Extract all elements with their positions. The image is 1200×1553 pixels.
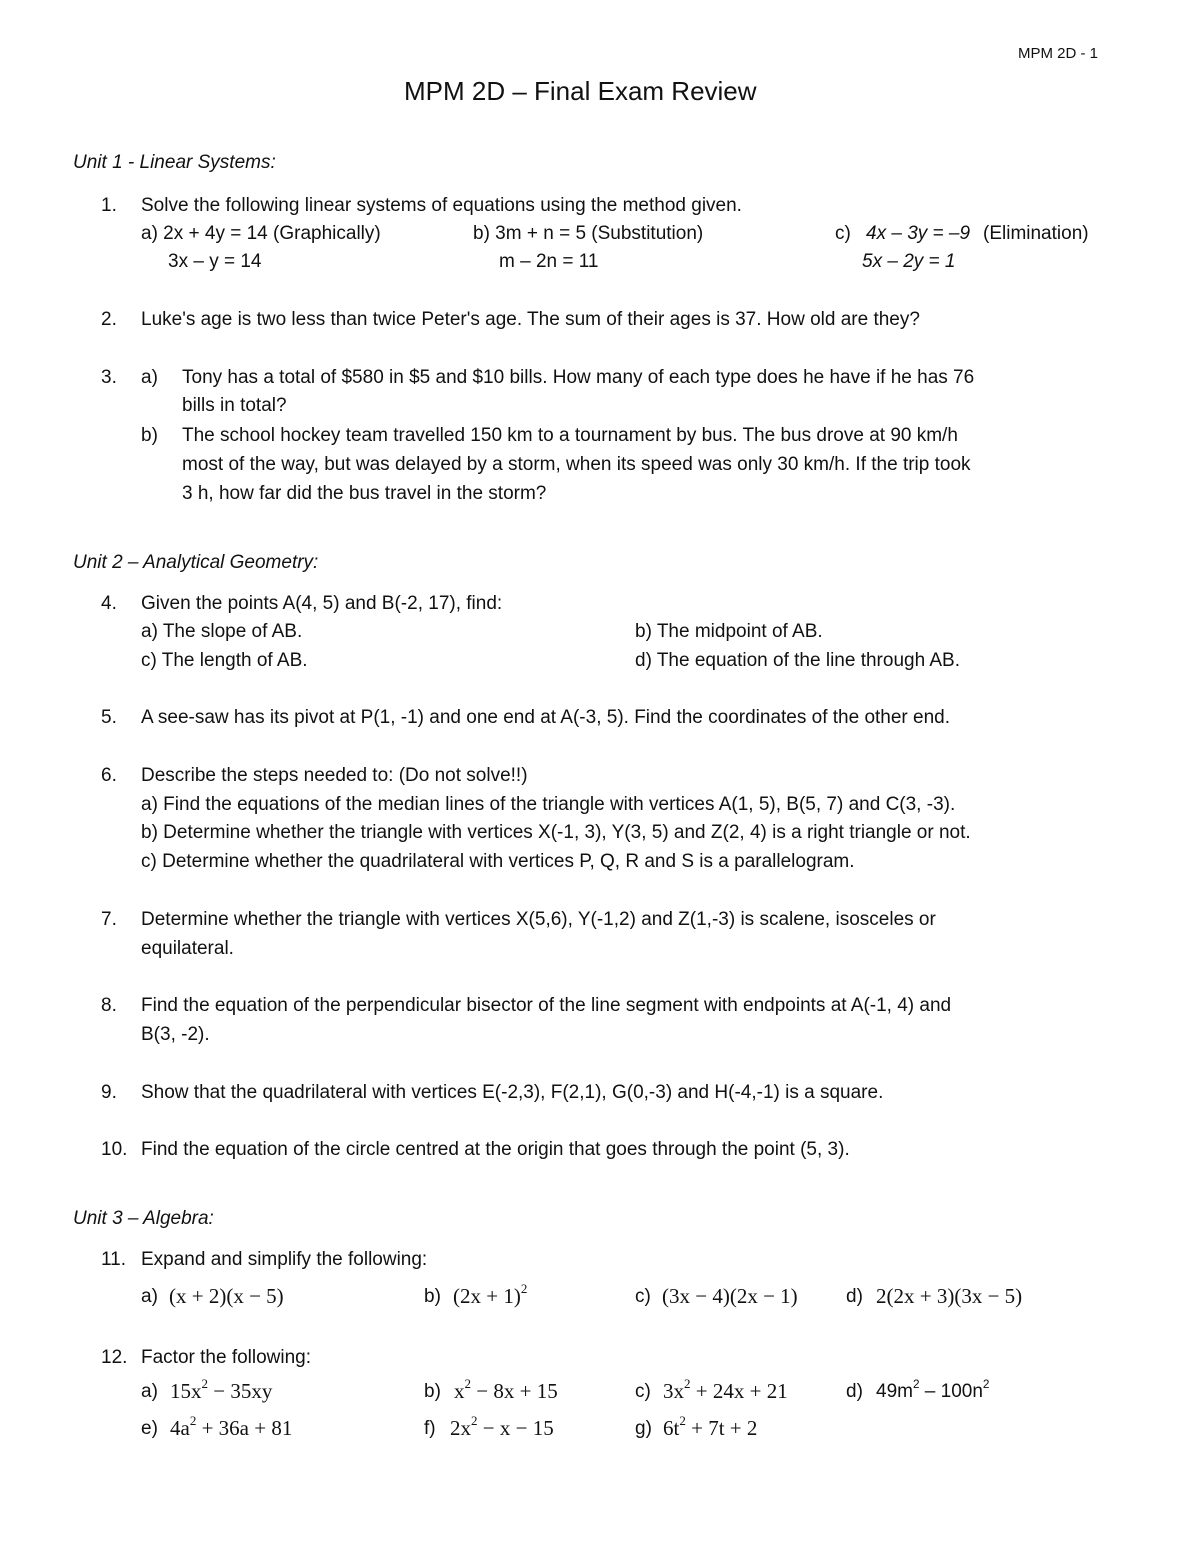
- q12-part-e-expr: $4a^2 + 36a + 81$: [170, 1413, 293, 1440]
- unit-heading: Unit 1 - Linear Systems:: [73, 152, 276, 173]
- q3-part-b-line: The school hockey team travelled 150 km to a tournament by bus. The bus drove at 90 km/h: [182, 425, 958, 446]
- q4-part-c: c) The length of AB.: [141, 650, 308, 671]
- question-number: 12.: [101, 1347, 128, 1368]
- question-line: B(3, -2).: [141, 1024, 210, 1045]
- question-number: 11.: [101, 1249, 127, 1270]
- q6-part-b: b) Determine whether the triangle with vertices X(-1, 3), Y(3, 5) and Z(2, 4) is a right triangle or not.: [141, 822, 971, 843]
- q11-part-b-expr: $(2x + 1)^2$: [453, 1281, 528, 1308]
- q1-part-c-label: c): [835, 223, 851, 244]
- q1-part-b-eq1: b) 3m + n = 5 (Substitution): [473, 223, 704, 244]
- q1-part-c-eq2: 5x – 2y = 1: [862, 251, 956, 272]
- question-line: equilateral.: [141, 938, 234, 959]
- q12-part-e-label: e): [141, 1418, 158, 1439]
- unit-heading: Unit 3 – Algebra:: [73, 1208, 214, 1229]
- question-text: Luke's age is two less than twice Peter's age. The sum of their ages is 37. How old are they?: [141, 309, 920, 330]
- q11-part-a-label: a): [141, 1286, 158, 1307]
- question-number: 2.: [101, 309, 117, 330]
- question-line: Determine whether the triangle with vertices X(5,6), Y(-1,2) and Z(1,-3) is scalene, isosceles or: [141, 909, 936, 930]
- q12-part-f-label: f): [424, 1418, 436, 1439]
- q4-part-a: a) The slope of AB.: [141, 621, 303, 642]
- q6-part-c: c) Determine whether the quadrilateral with vertices P, Q, R and S is a parallelogram.: [141, 851, 855, 872]
- question-text: Describe the steps needed to: (Do not solve!!): [141, 765, 528, 786]
- q4-part-d: d) The equation of the line through AB.: [635, 650, 960, 671]
- question-text: Factor the following:: [141, 1347, 312, 1368]
- question-number: 8.: [101, 995, 117, 1016]
- question-text: Find the equation of the circle centred at the origin that goes through the point (5, 3).: [141, 1139, 850, 1160]
- q11-part-a-expr: (x + 2)(x − 5): [169, 1284, 284, 1308]
- question-number: 3.: [101, 367, 117, 388]
- q12-part-g-label: g): [635, 1418, 652, 1439]
- q12-part-f-expr: $2x^2 - x - 15$: [450, 1413, 554, 1440]
- q12-part-b-label: b): [424, 1381, 441, 1402]
- q11-part-c-expr: (3x − 4)(2x − 1): [662, 1284, 798, 1308]
- q11-part-c-label: c): [635, 1286, 651, 1307]
- q12-part-d-expr: $49m^2 - 100n^2$: [876, 1377, 990, 1402]
- unit-heading: Unit 2 – Analytical Geometry:: [73, 552, 319, 573]
- question-text: Expand and simplify the following:: [141, 1249, 428, 1270]
- q3-part-a-line: bills in total?: [182, 395, 287, 416]
- question-line: Find the equation of the perpendicular bisector of the line segment with endpoints at A(-1, 4) and: [141, 995, 952, 1016]
- q3-part-b-line: most of the way, but was delayed by a storm, when its speed was only 30 km/h. If the trip took: [182, 454, 971, 475]
- question-number: 9.: [101, 1082, 117, 1103]
- q3-part-a-line: Tony has a total of $580 in $5 and $10 bills. How many of each type does he have if he has 76: [182, 367, 975, 388]
- question-number: 7.: [101, 909, 117, 930]
- q1-part-b-eq2: m – 2n = 11: [499, 251, 599, 272]
- question-number: 6.: [101, 765, 117, 786]
- question-number: 4.: [101, 593, 117, 614]
- q1-part-a-eq1: a) 2x + 4y = 14 (Graphically): [141, 223, 381, 244]
- q6-part-a: a) Find the equations of the median lines of the triangle with vertices A(1, 5), B(5, 7) and C(3, -3).: [141, 794, 956, 815]
- q12-part-g-expr: $6t^2 + 7t + 2$: [663, 1413, 758, 1440]
- question-number: 1.: [101, 195, 117, 216]
- q3-part-a-label: a): [141, 367, 158, 388]
- question-text: Solve the following linear systems of equations using the method given.: [141, 195, 742, 216]
- question-number: 10.: [101, 1139, 128, 1160]
- q11-part-b-label: b): [424, 1286, 441, 1307]
- question-number: 5.: [101, 707, 117, 728]
- q4-part-b: b) The midpoint of AB.: [635, 621, 823, 642]
- q1-part-c-method: (Elimination): [983, 223, 1089, 244]
- q11-part-d-label: d): [846, 1286, 863, 1307]
- question-text: Given the points A(4, 5) and B(-2, 17), find:: [141, 593, 503, 614]
- q12-part-d-label: d): [846, 1381, 863, 1402]
- page-header: MPM 2D - 1: [1018, 45, 1099, 62]
- q1-part-c-eq1: 4x – 3y = –9: [866, 223, 971, 244]
- q12-part-b-expr: $x^2 - 8x + 15$: [454, 1376, 558, 1403]
- q11-part-d-expr: 2(2x + 3)(3x − 5): [876, 1284, 1023, 1308]
- q12-part-a-expr: $15x^2 - 35xy$: [170, 1376, 273, 1403]
- q3-part-b-label: b): [141, 425, 158, 446]
- q12-part-c-label: c): [635, 1381, 651, 1402]
- q3-part-b-line: 3 h, how far did the bus travel in the storm?: [182, 483, 547, 504]
- q1-part-a-eq2: 3x – y = 14: [168, 251, 262, 272]
- question-text: A see-saw has its pivot at P(1, -1) and one end at A(-3, 5). Find the coordinates of the other end.: [141, 707, 951, 728]
- page-title: MPM 2D – Final Exam Review: [404, 76, 757, 106]
- q12-part-c-expr: $3x^2 + 24x + 21$: [663, 1376, 788, 1403]
- question-text: Show that the quadrilateral with vertices E(-2,3), F(2,1), G(0,-3) and H(-4,-1) is a square.: [141, 1082, 884, 1103]
- q12-part-a-label: a): [141, 1381, 158, 1402]
